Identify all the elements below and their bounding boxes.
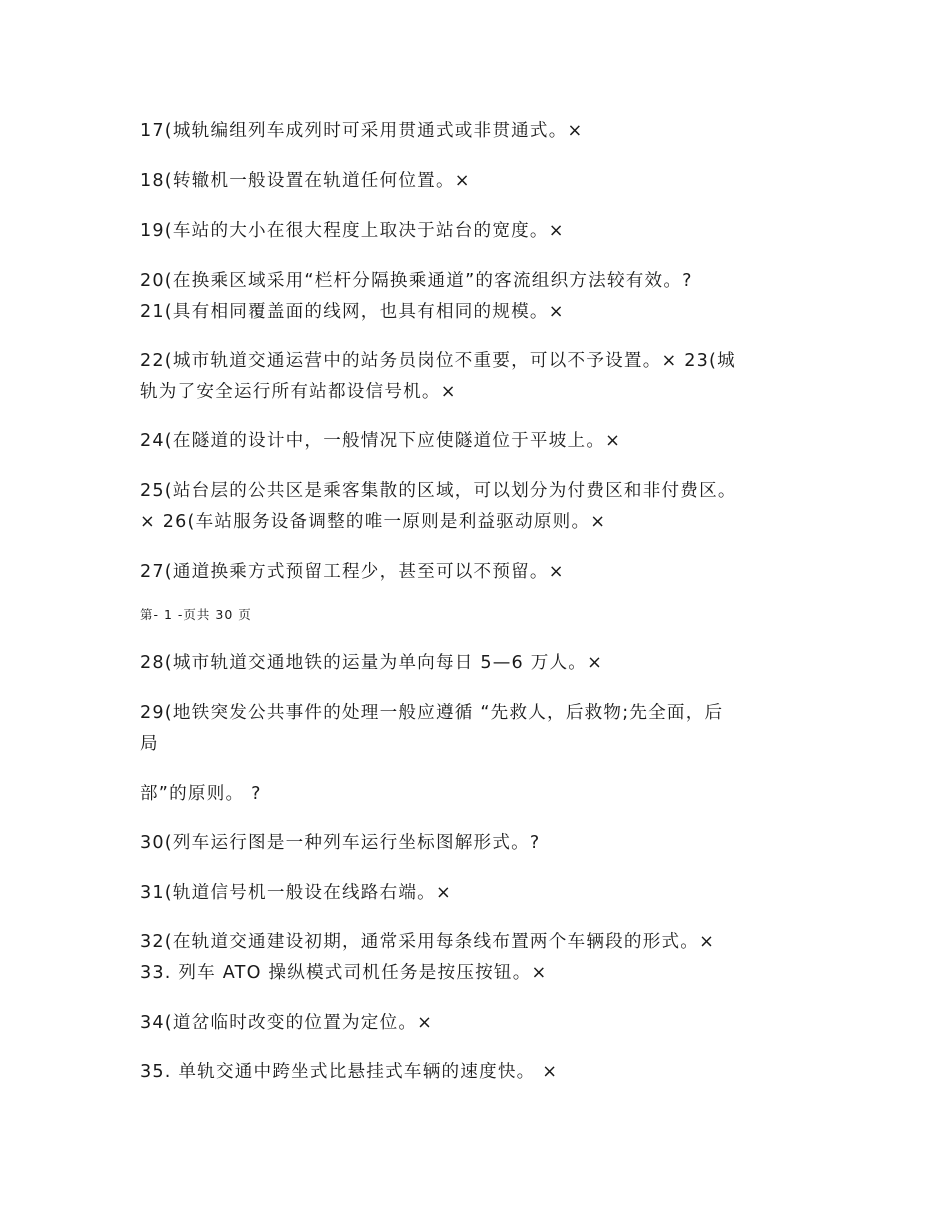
- question-29: 29(地铁突发公共事件的处理一般应遵循 “先救人，后救物;先全面，后: [140, 703, 724, 723]
- question-21: 21(具有相同覆盖面的线网，也具有相同的规模。×: [140, 302, 565, 322]
- question-27: 27(通道换乘方式预留工程少，甚至可以不预留。×: [140, 562, 565, 582]
- question-20: 20(在换乘区域采用“栏杆分隔换乘通道”的客流组织方法较有效。?: [140, 271, 693, 291]
- question-24: 24(在隧道的设计中，一般情况下应使隧道位于平坡上。×: [140, 431, 622, 451]
- page-footer: 第- 1 -页共 30 页: [140, 607, 252, 622]
- question-19: 19(车站的大小在很大程度上取决于站台的宽度。×: [140, 221, 565, 241]
- question-33: 33. 列车 ATO 操纵模式司机任务是按压按钮。×: [140, 963, 548, 983]
- question-31: 31(轨道信号机一般设在线路右端。×: [140, 883, 452, 903]
- question-22: 22(城市轨道交通运营中的站务员岗位不重要，可以不予设置。× 23(城: [140, 351, 736, 371]
- question-25: 25(站台层的公共区是乘客集散的区域，可以划分为付费区和非付费区。: [140, 481, 737, 501]
- question-28: 28(城市轨道交通地铁的运量为单向每日 5—6 万人。×: [140, 653, 604, 673]
- question-18: 18(转辙机一般设置在轨道任何位置。×: [140, 171, 471, 191]
- question-25-26: × 26(车站服务设备调整的唯一原则是利益驱动原则。×: [140, 512, 607, 532]
- question-23-continued: 轨为了安全运行所有站都设信号机。×: [140, 382, 457, 402]
- question-29-continued: 局: [140, 734, 159, 754]
- question-30: 30(列车运行图是一种列车运行坐标图解形式。?: [140, 833, 541, 853]
- question-29-end: 部”的原则。 ?: [140, 784, 262, 804]
- question-35: 35. 单轨交通中跨坐式比悬挂式车辆的速度快。 ×: [140, 1062, 559, 1082]
- question-34: 34(道岔临时改变的位置为定位。×: [140, 1013, 434, 1033]
- question-32: 32(在轨道交通建设初期，通常采用每条线布置两个车辆段的形式。×: [140, 932, 716, 952]
- question-17: 17(城轨编组列车成列时可采用贯通式或非贯通式。×: [140, 121, 584, 141]
